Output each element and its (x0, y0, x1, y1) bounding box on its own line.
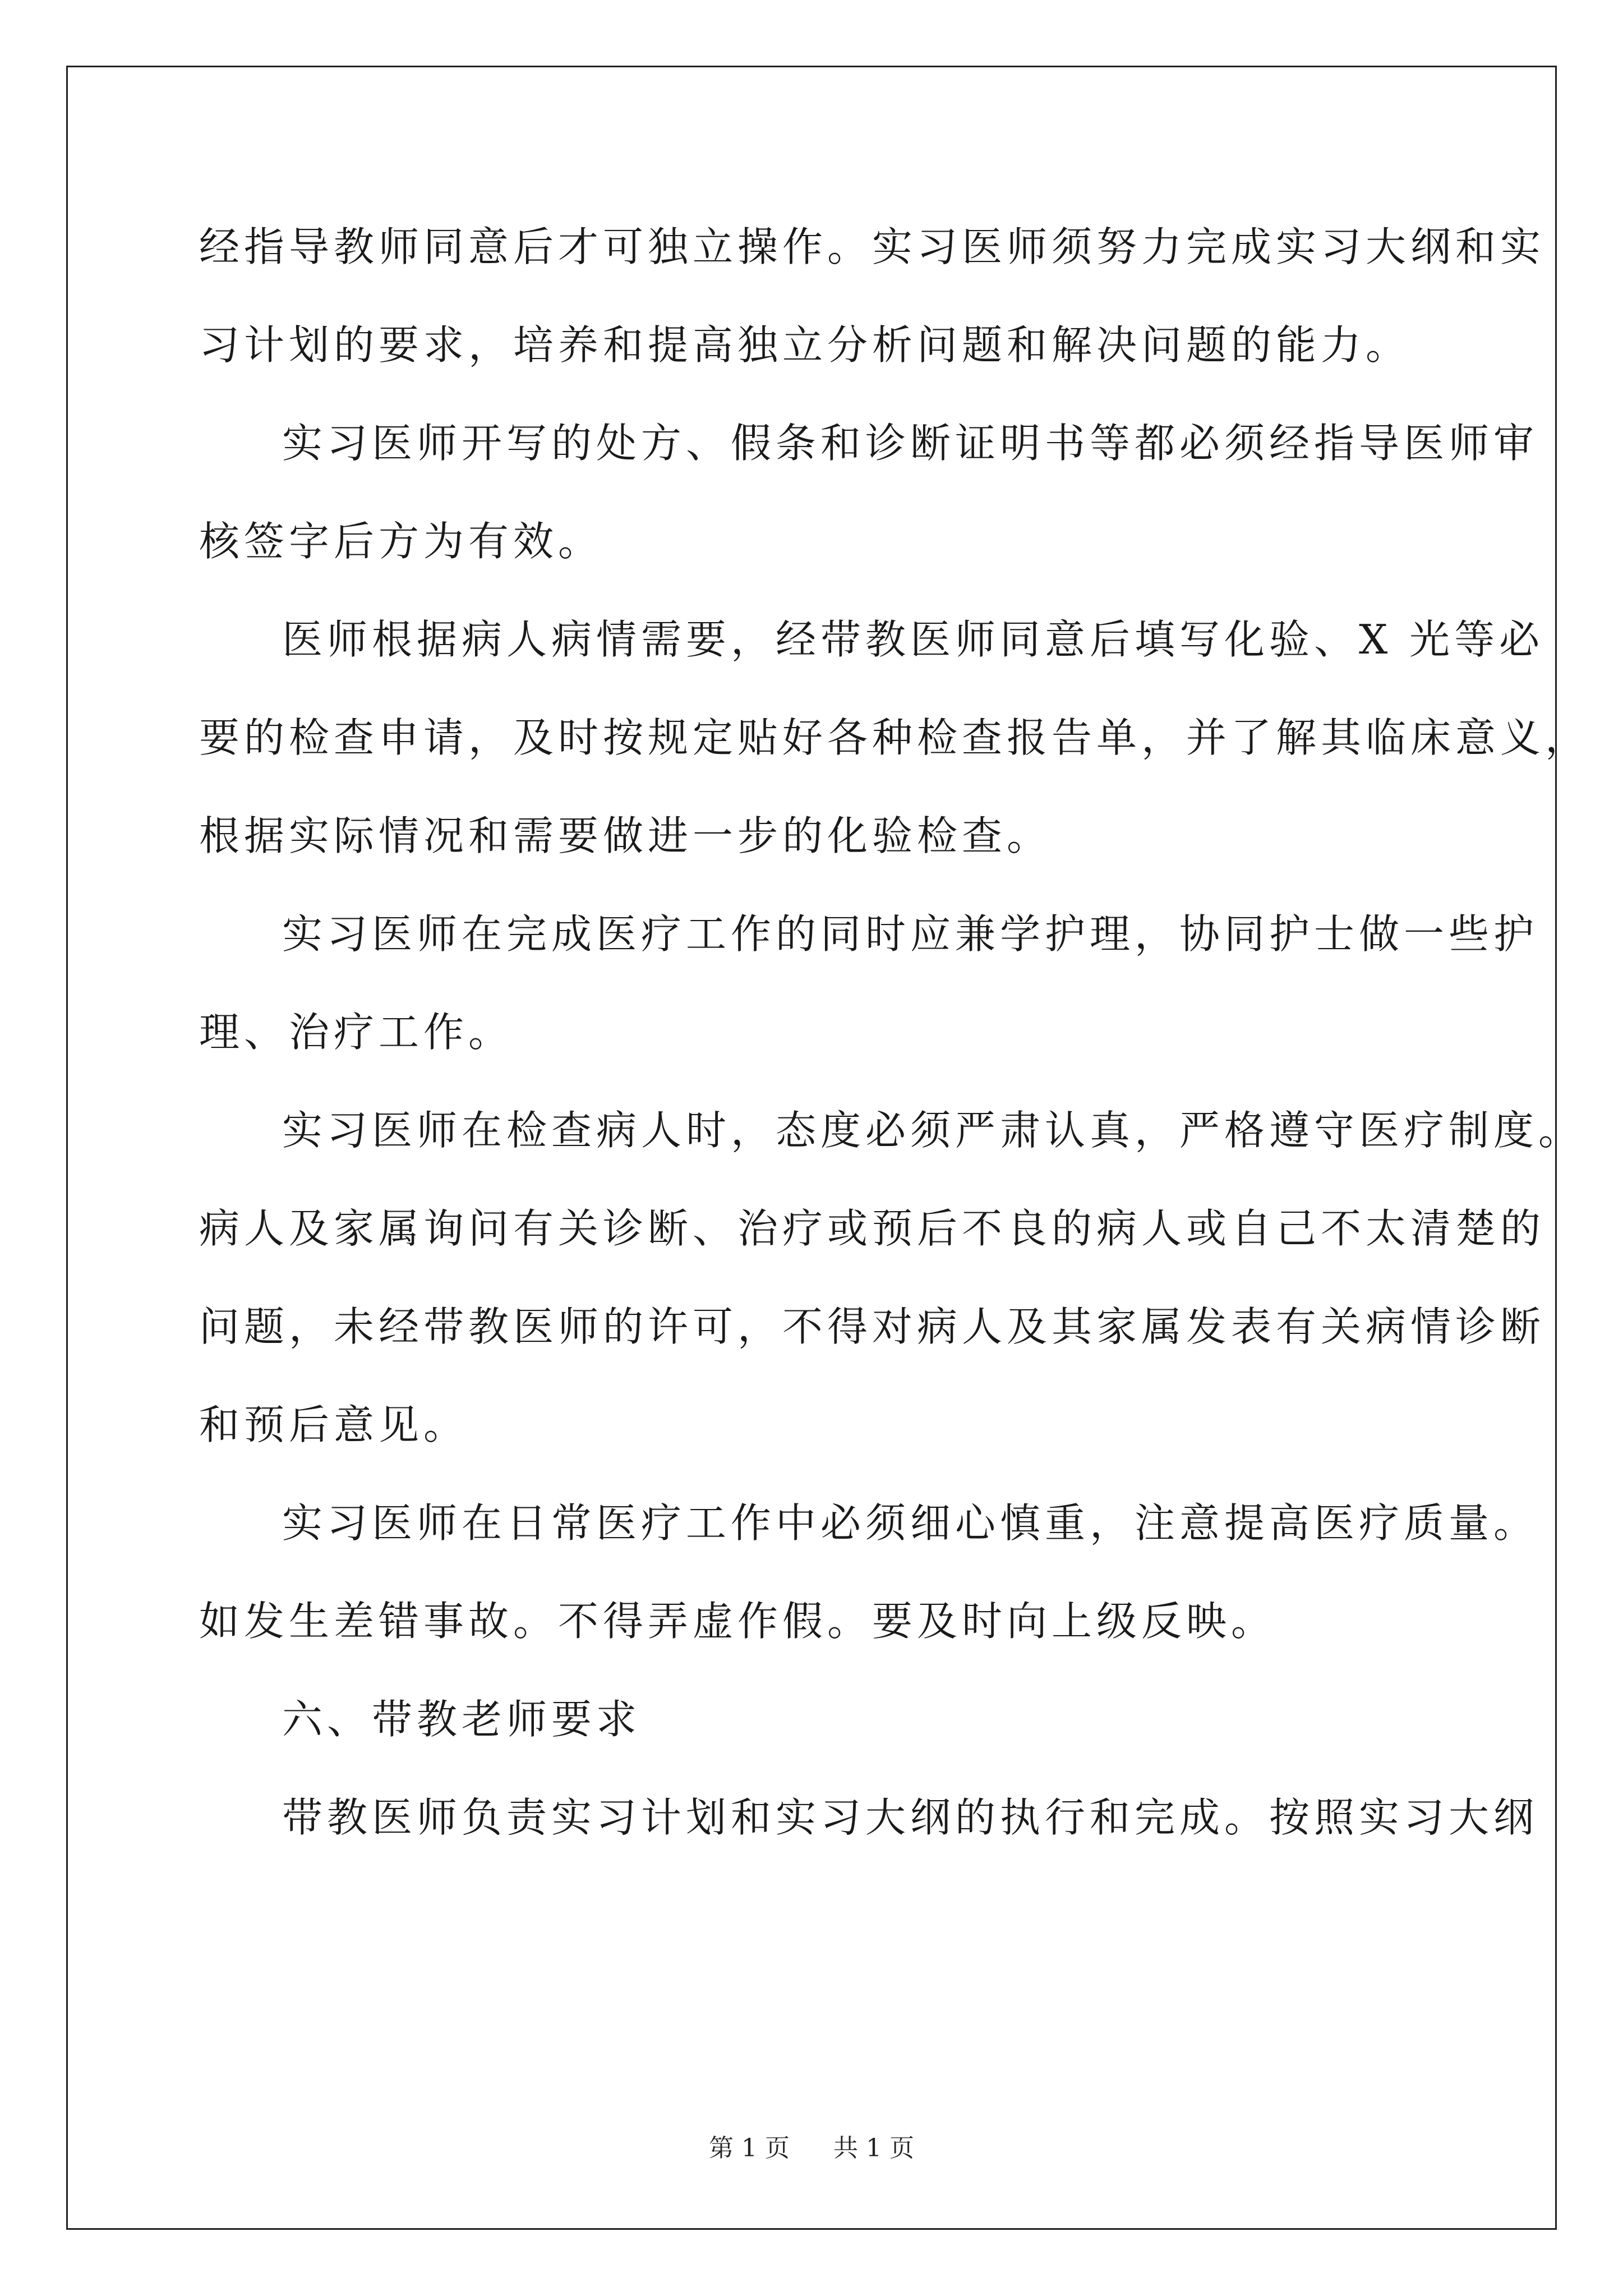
text-line: 实习医师在检查病人时，态度必须严肃认真，严格遵守医疗制度。 (282, 1107, 1584, 1154)
text-line: 根据实际情况和需要做进一步的化验检查。 (199, 812, 1052, 859)
text-line: 经指导教师同意后才可独立操作。实习医师须努力完成实习大纲和实 (199, 223, 1546, 270)
text-line: 实习医师在完成医疗工作的同时应兼学护理，协同护士做一些护 (282, 910, 1539, 958)
text-line: 要的检查申请，及时按规定贴好各种检查报告单，并了解其临床意义， (199, 714, 1590, 761)
text-line: 医师根据病人病情需要，经带教医师同意后填写化验、X 光等必 (282, 616, 1544, 663)
text-line: 实习医师开写的处方、假条和诊断证明书等都必须经指导医师审 (282, 420, 1539, 467)
text-line: 问题，未经带教医师的许可，不得对病人及其家属发表有关病情诊断 (199, 1303, 1546, 1350)
document-body (199, 213, 1590, 1882)
page-number: 第 1 页 (709, 2134, 790, 2162)
text-line: 习计划的要求，培养和提高独立分析问题和解决问题的能力。 (199, 321, 1411, 369)
page-total: 共 1 页 (833, 2134, 914, 2162)
page-footer (0, 2132, 1623, 2165)
text-line: 病人及家属询问有关诊断、治疗或预后不良的病人或自己不太清楚的 (199, 1205, 1546, 1252)
text-line: 和预后意见。 (199, 1401, 469, 1448)
text-line: 带教医师负责实习计划和实习大纲的执行和完成。按照实习大纲 (282, 1794, 1539, 1841)
text-line: 核签字后方为有效。 (199, 518, 603, 565)
section-heading: 六、带教老师要求 (282, 1696, 642, 1743)
text-line: 如发生差错事故。不得弄虚作假。要及时向上级反映。 (199, 1598, 1276, 1645)
text-line: 理、治疗工作。 (199, 1009, 514, 1056)
text-line: 实习医师在日常医疗工作中必须细心慎重，注意提高医疗质量。 (282, 1499, 1539, 1547)
